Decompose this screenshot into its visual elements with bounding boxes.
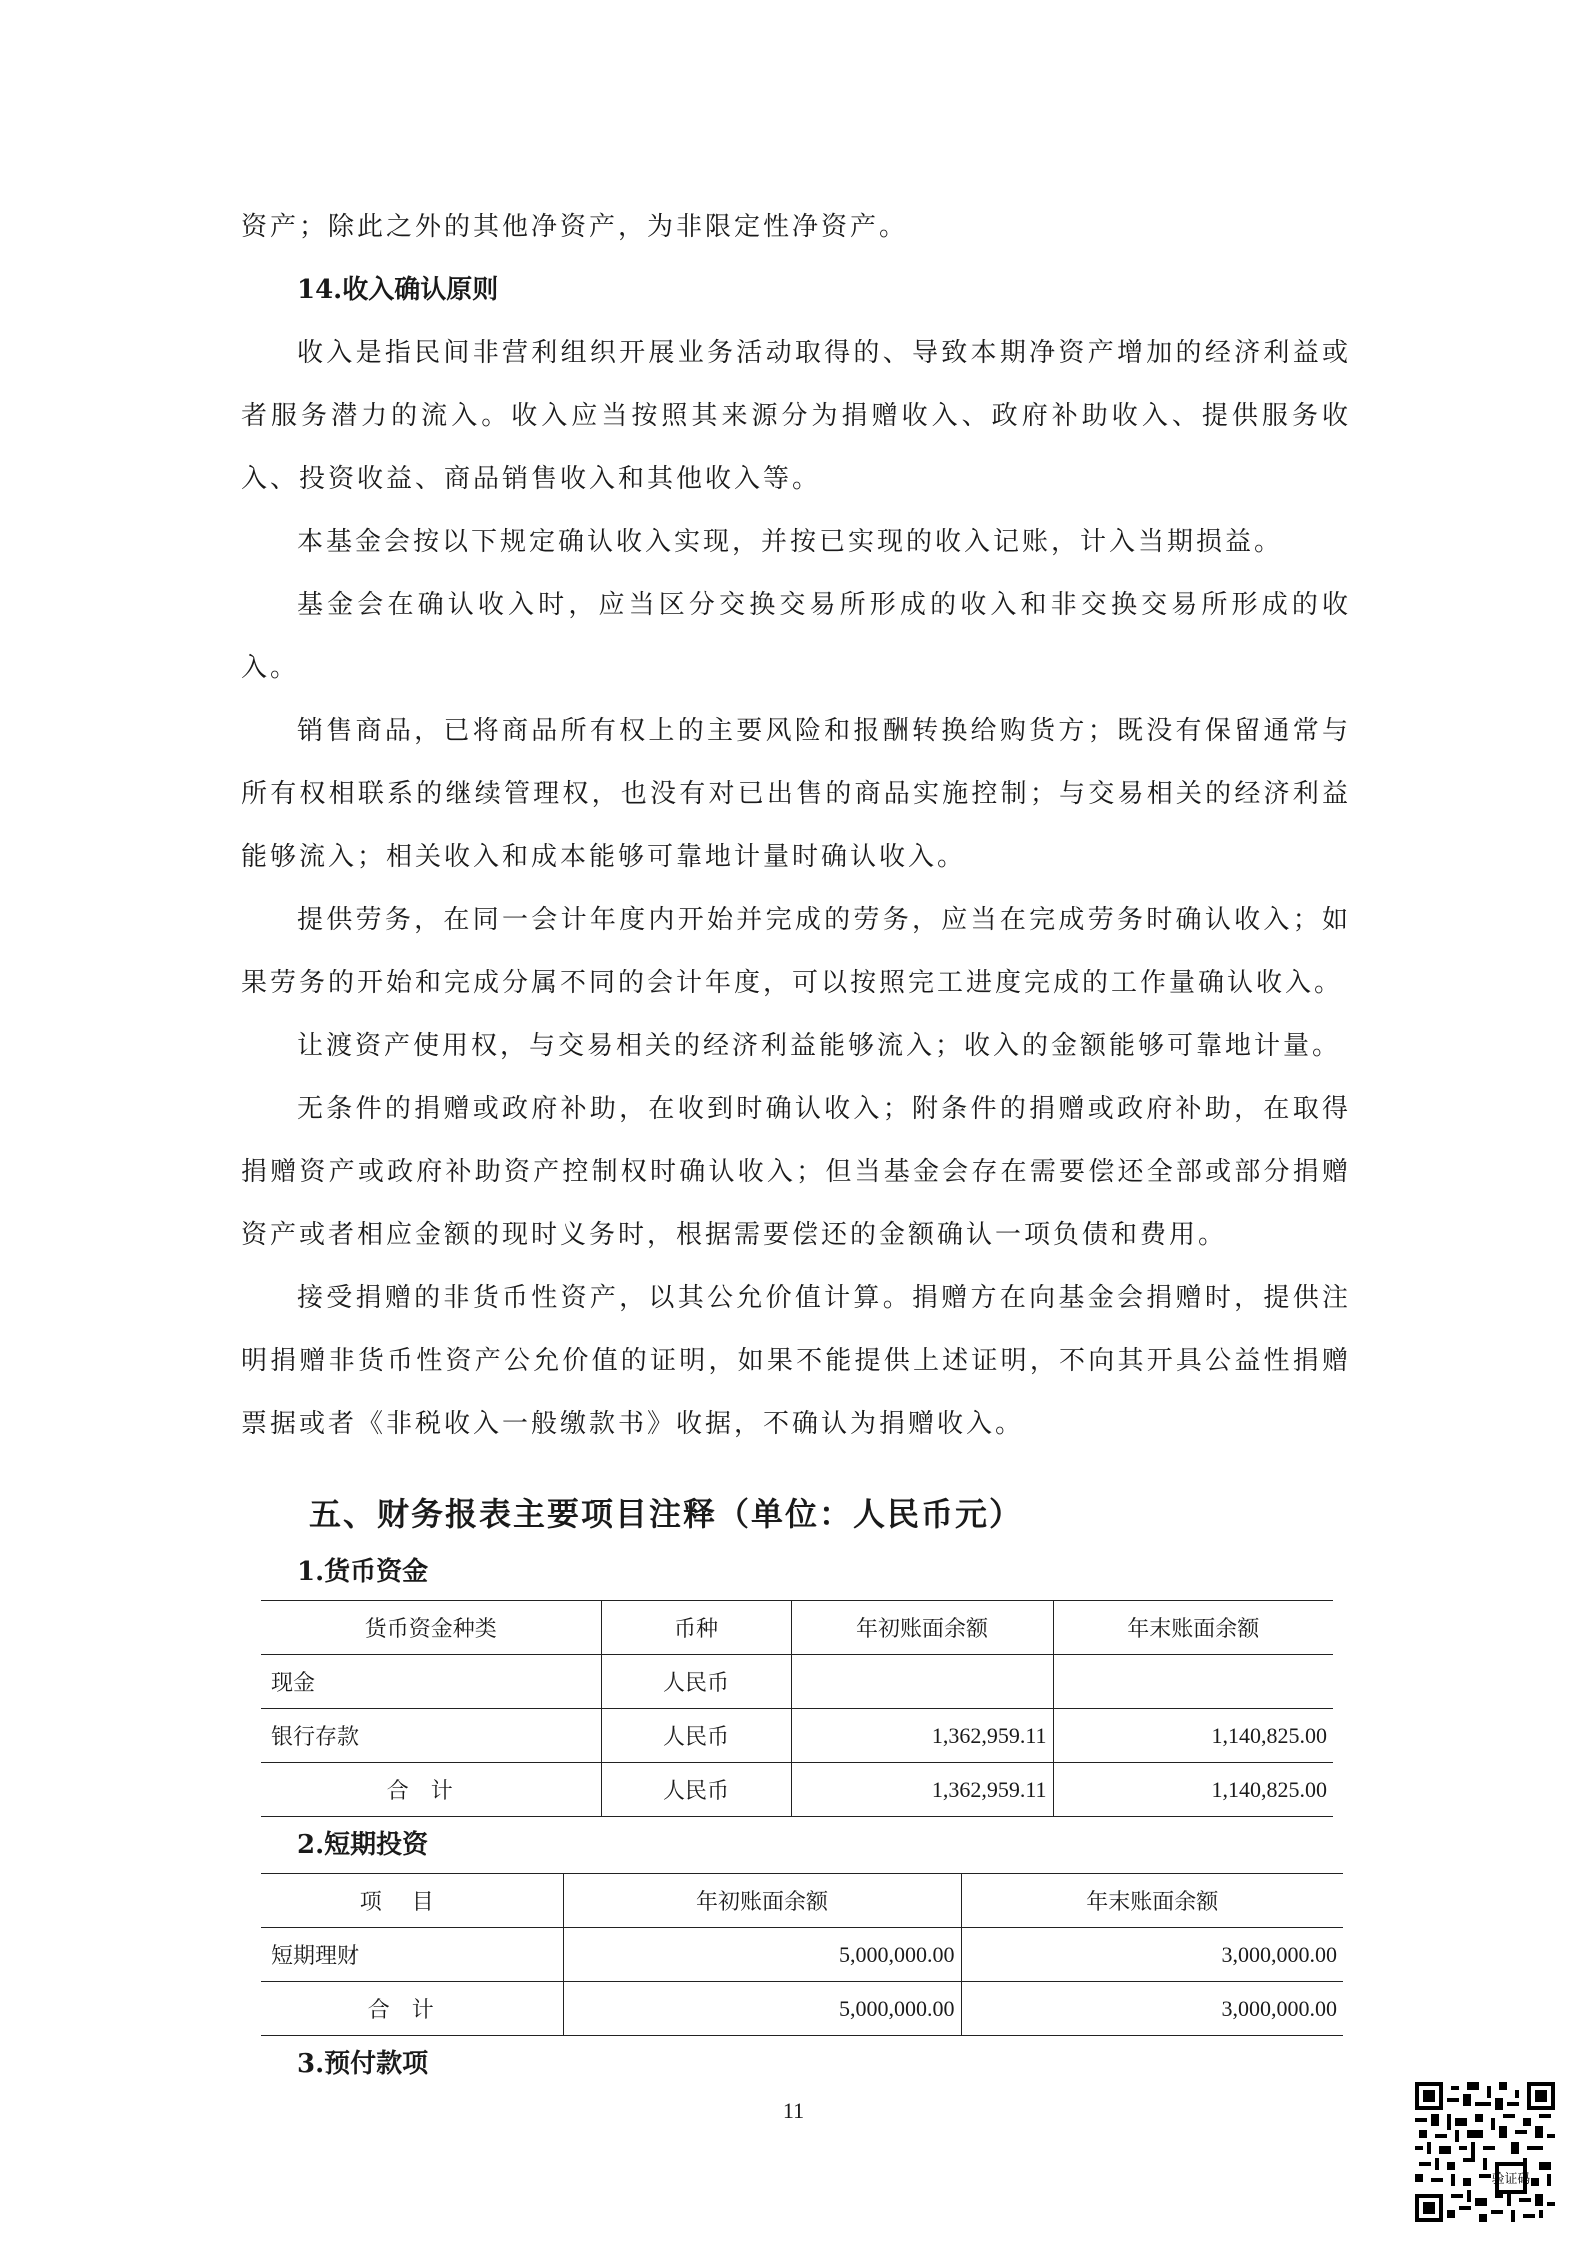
- table-cell: 5,000,000.00: [563, 1982, 961, 2036]
- table-cell: 银行存款: [261, 1709, 601, 1763]
- table-row: [261, 1655, 1333, 1709]
- table-row: [261, 1709, 1333, 1763]
- paragraph-income-recognition-rule: 本基金会按以下规定确认收入实现，并按已实现的收入记账，计入当期损益。: [297, 527, 1284, 557]
- paragraph-services: 提供劳务，在同一会计年度内开始并完成的劳务，应当在完成劳务时确认收入；如果劳务的开始和完成分属不同的会计年度，可以按照完工进度完成的工作量确认收入。: [241, 905, 1351, 998]
- table-cell: 3,000,000.00: [961, 1982, 1343, 2036]
- column-header: 年初账面余额: [563, 1874, 961, 1928]
- table-cell: 3,000,000.00: [961, 1928, 1343, 1982]
- table-cash-title: 1.货币资金: [297, 1557, 429, 1587]
- table-header-row: [261, 1601, 1333, 1655]
- table-cell: 合计: [261, 1982, 563, 2036]
- table-cell: 1,362,959.11: [791, 1763, 1053, 1817]
- table-cell: 人民币: [601, 1709, 791, 1763]
- table-cell: [791, 1655, 1053, 1709]
- column-header: 年末账面余额: [961, 1874, 1343, 1928]
- table-cell: 人民币: [601, 1763, 791, 1817]
- paragraph-non-monetary-donations: 接受捐赠的非货币性资产，以其公允价值计算。捐赠方在向基金会捐赠时，提供注明捐赠非货币性资产公允价值的证明，如果不能提供上述证明，不向其开具公益性捐赠票据或者《非税收入一般缴款书》收据，不确认为捐赠收入。: [241, 1283, 1351, 1439]
- column-header: 年初账面余额: [791, 1601, 1053, 1655]
- page-content: [241, 196, 1351, 2092]
- table-cell: 合计: [261, 1763, 601, 1817]
- column-header: 年末账面余额: [1053, 1601, 1333, 1655]
- section-5-heading: 五、财务报表主要项目注释（单位：人民币元）: [309, 1495, 1024, 1533]
- section-14-heading: 14.收入确认原则: [297, 275, 499, 305]
- table-cell: 1,140,825.00: [1053, 1763, 1333, 1817]
- table-total-row: [261, 1982, 1343, 2036]
- table-cell: 现金: [261, 1655, 601, 1709]
- short-term-investment-table: [261, 1873, 1343, 2036]
- paragraph-sale-of-goods: 销售商品，已将商品所有权上的主要风险和报酬转换给购货方；既没有保留通常与所有权相联系的继续管理权，也没有对已出售的商品实施控制；与交易相关的经济利益能够流入；相关收入和成本能够可靠地计量时确认收入。: [241, 716, 1351, 872]
- table-cell: 人民币: [601, 1655, 791, 1709]
- section-3-heading: 3.预付款项: [297, 2049, 429, 2079]
- cash-table: [261, 1600, 1333, 1817]
- paragraph-net-assets-end: 资产；除此之外的其他净资产，为非限定性净资产。: [241, 212, 909, 242]
- table-row: [261, 1928, 1343, 1982]
- column-header: 币种: [601, 1601, 791, 1655]
- column-header: 项目: [261, 1874, 563, 1928]
- table-cell: 1,362,959.11: [791, 1709, 1053, 1763]
- paragraph-income-definition: 收入是指民间非营利组织开展业务活动取得的、导致本期净资产增加的经济利益或者服务潜力的流入。收入应当按照其来源分为捐赠收入、政府补助收入、提供服务收入、投资收益、商品销售收入和其他收入等。: [241, 338, 1351, 494]
- table-short-term-investment-title: 2.短期投资: [297, 1830, 429, 1860]
- paragraph-asset-use-rights: 让渡资产使用权，与交易相关的经济利益能够流入；收入的金额能够可靠地计量。: [297, 1031, 1342, 1061]
- table-total-row: [261, 1763, 1333, 1817]
- table-cell: [1053, 1655, 1333, 1709]
- page-number: 11: [782, 2098, 805, 2123]
- paragraph-exchange-transaction: 基金会在确认收入时，应当区分交换交易所形成的收入和非交换交易所形成的收入。: [241, 590, 1351, 683]
- table-header-row: [261, 1874, 1343, 1928]
- paragraph-donations-grants: 无条件的捐赠或政府补助，在收到时确认收入；附条件的捐赠或政府补助，在取得捐赠资产或政府补助资产控制权时确认收入；但当基金会存在需要偿还全部或部分捐赠资产或者相应金额的现时义务时，根据需要偿还的金额确认一项负债和费用。: [241, 1094, 1351, 1250]
- table-cell: 1,140,825.00: [1053, 1709, 1333, 1763]
- qr-code-icon: [1415, 2082, 1555, 2222]
- table-cell: 5,000,000.00: [563, 1928, 961, 1982]
- column-header: 货币资金种类: [261, 1601, 601, 1655]
- qr-label: 验证码: [1491, 2172, 1531, 2188]
- table-cell: 短期理财: [261, 1928, 563, 1982]
